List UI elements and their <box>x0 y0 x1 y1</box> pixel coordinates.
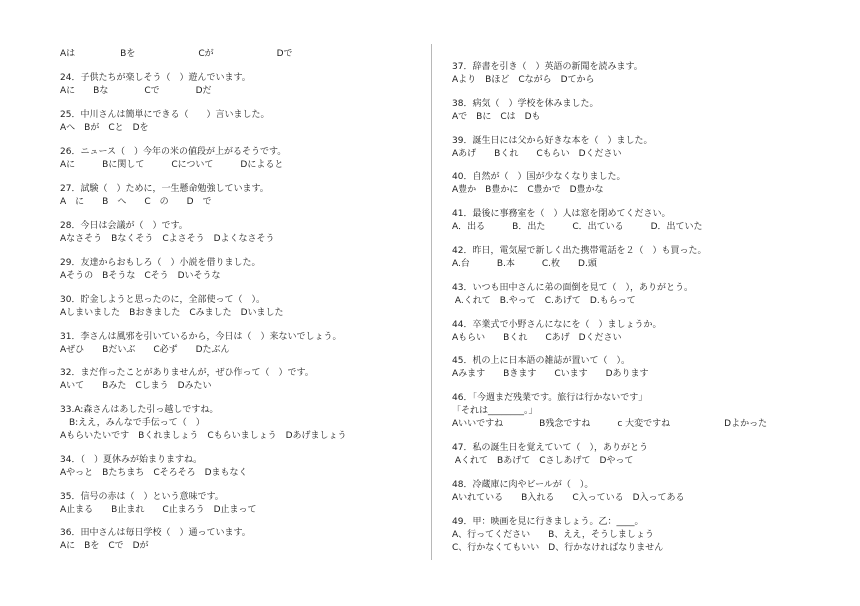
question-35: 35．信号の赤は（ ）という意味です。 <box>60 492 224 502</box>
options-27: A に B へ C の D で <box>60 197 212 207</box>
options-34: Aやっと Bたちまち Cそろそろ Dまもなく <box>60 468 248 478</box>
left-line: Aは Bを Cが Dで <box>60 49 293 59</box>
question-36: 36．田中さんは毎日学校（ ）通っています。 <box>60 528 251 538</box>
question-28: 28．今日は会議が（ ）です。 <box>60 221 188 231</box>
question-39: 39．誕生日には父から好きな本を（ ）ました。 <box>452 136 653 146</box>
options-46: Aいいですね B残念ですね c 大変ですね Dよかった <box>452 419 768 429</box>
question-33-b: B:ええ，みんなで手伝って（ ） <box>60 418 205 428</box>
question-27: 27．試験（ ）ために，一生懸命勉強しています。 <box>60 184 269 194</box>
options-32: Aいて Bみた Cしまう Dみたい <box>60 381 212 391</box>
options-45: Aみます Bきます Cいます Dあります <box>452 369 649 379</box>
options-47: Aくれて Bあげて Cさしあげて Dやって <box>452 456 634 466</box>
options-35: A止まる B止まれ C止まろう D止まって <box>60 505 257 515</box>
question-24: 24．子供たちが楽しそう（ ）遊んでいます。 <box>60 73 251 83</box>
question-46-b: 「それは________。」 <box>452 406 538 416</box>
options-37: Aより Bほど Cながら Dてから <box>452 75 595 85</box>
options-40: A豊か B豊かに C豊かで D豊かな <box>452 185 604 195</box>
options-29: Aそうの Bそうな Cそう Dいそうな <box>60 271 221 281</box>
options-31: Aぜひ Bだいぶ C必ず Dたぶん <box>60 345 230 355</box>
options-33: Aもらいたいです Bくれましょう Cもらいましょう Dあげましょう <box>60 431 347 441</box>
question-43: 43．いつも田中さんに弟の面倒を見て（ ），ありがとう。 <box>452 283 693 293</box>
question-32: 32．まだ作ったことがありませんが，ぜひ作って（ ）です。 <box>60 368 314 378</box>
options-36: Aに Bを Cで Dが <box>60 541 149 551</box>
question-47: 47．私の誕生日を覚えていて（ ），ありがとう <box>452 443 648 453</box>
question-30: 30．貯金しようと思ったのに，全部使って（ ）。 <box>60 295 265 305</box>
options-48: Aいれている B入れる C入っている D入ってある <box>452 493 685 503</box>
question-25: 25．中川さんは簡単にできる（ ）言いました。 <box>60 110 270 120</box>
question-42: 42．昨日，電気屋で新しく出た携帯電話を２（ ）も買った。 <box>452 246 707 256</box>
question-41: 41．最後に事務室を（ ）人は窓を閉めてください。 <box>452 209 671 219</box>
question-37: 37．辞書を引き（ ）英語の新聞を読みます。 <box>452 62 643 72</box>
options-49-a: A、行ってください B、ええ，そうしましょう <box>452 530 654 540</box>
options-38: Aで Bに Cは Dも <box>452 112 541 122</box>
question-44: 44．卒業式で小野さんになにを（ ）ましょうか。 <box>452 320 662 330</box>
options-41: A．出る B．出た C．出ている D．出ていた <box>452 222 703 232</box>
options-24: Aに Bな Cで Dだ <box>60 86 212 96</box>
question-38: 38．病気（ ）学校を休みました。 <box>452 99 599 109</box>
options-26: Aに Bに関して Cについて Dによると <box>60 160 284 170</box>
question-33: 33.A:森さんはあした引っ越しですね。 <box>60 405 219 415</box>
options-44: Aもらい Bくれ Cあげ Dください <box>452 333 622 343</box>
question-29: 29．友達からおもしろ（ ）小説を借りました。 <box>60 258 261 268</box>
question-45: 45．机の上に日本語の雑誌が置いて（ ）。 <box>452 356 630 366</box>
question-40: 40．自然が（ ）国が少なくなりました。 <box>452 172 626 182</box>
options-28: Aなさそう Bなくそう Cよさそう Dよくなさそう <box>60 234 275 244</box>
question-34: 34．（ ）夏休みが始まりますね。 <box>60 455 202 465</box>
options-42: A.台 B.本 C.枚 D.頭 <box>452 259 597 269</box>
options-30: Aしまいました Bおきました Cみました Dいました <box>60 308 284 318</box>
options-25: Aへ Bが Cと Dを <box>60 123 149 133</box>
question-48: 48．冷蔵庫に肉やビールが（ ）。 <box>452 480 594 490</box>
question-49: 49．甲：映画を見に行きましょう。乙：____。 <box>452 517 644 527</box>
question-31: 31．李さんは風邪を引いているから，今日は（ ）来ないでしょう。 <box>60 332 342 342</box>
options-39: Aあげ Bくれ Cもらい Dください <box>452 149 622 159</box>
question-26: 26．ニュース（ ）今年の米の値段が上がるそうです。 <box>60 147 287 157</box>
options-43: A.くれて B.やって C.あげて D.もらって <box>452 296 636 306</box>
column-divider <box>431 44 432 560</box>
question-46: 46．「今週まだ残業です。旅行は行かないです」 <box>452 393 648 403</box>
options-49-b: C、行かなくてもいい D、行かなければなりません <box>452 543 664 553</box>
